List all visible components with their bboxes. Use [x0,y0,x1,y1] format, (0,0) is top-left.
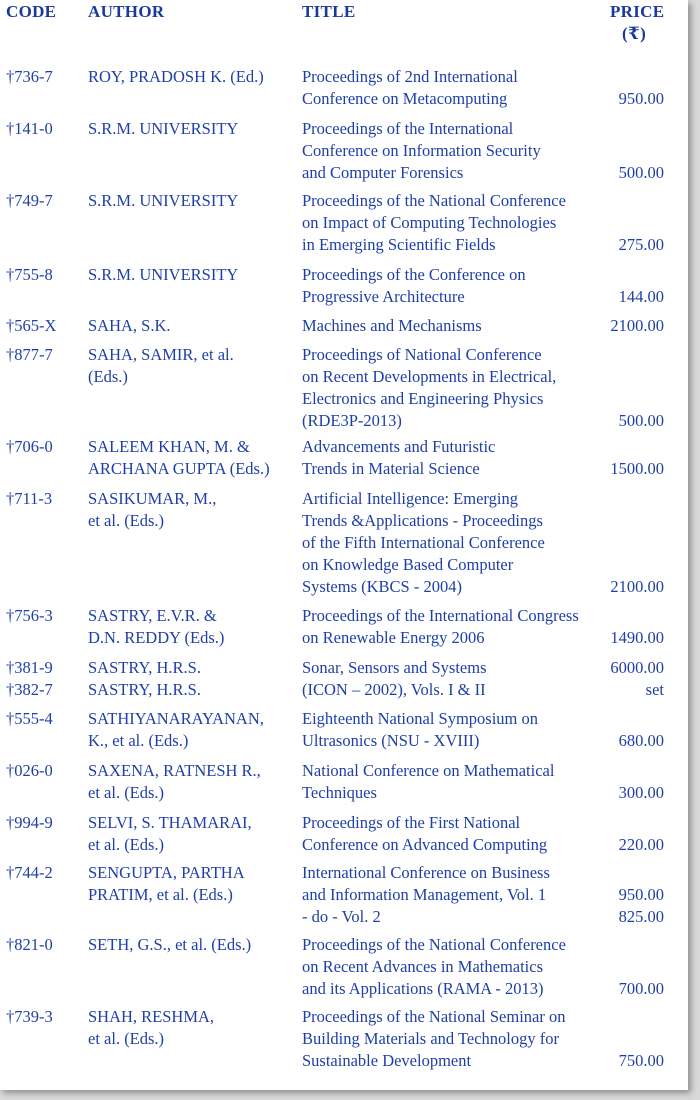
entry-author: SELVI, S. THAMARAI, [88,813,252,832]
entry-price: 750.00 [618,1051,664,1070]
entry-price: 220.00 [618,835,664,854]
entry-code: †739-3 [6,1007,53,1026]
entry-author: SAHA, S.K. [88,316,171,335]
entry-author: PRATIM, et al. (Eds.) [88,885,233,904]
entry-title: on Recent Developments in Electrical, [302,367,557,386]
entry-title: Proceedings of the National Seminar on [302,1007,566,1026]
entry-code: †711-3 [6,489,53,508]
entry-author: (Eds.) [88,367,128,386]
entry-code: †565-X [6,316,57,335]
entry-title: Electronics and Engineering Physics [302,389,544,408]
entry-price: 680.00 [618,731,664,750]
entry-price: 1500.00 [610,459,664,478]
entry-title: and Computer Forensics [302,163,464,182]
entry-author: et al. (Eds.) [88,511,165,530]
entry-title: Trends in Material Science [302,459,480,478]
entry-code: †994-9 [6,813,53,832]
entry-title: Sustainable Development [302,1051,472,1070]
entry-author: et al. (Eds.) [88,783,165,802]
entry-author: SASTRY, H.R.S. [88,658,201,677]
entry-title: Trends &Applications - Proceedings [302,511,543,530]
entry-author: SETH, G.S., et al. (Eds.) [88,935,252,954]
entry-author: SENGUPTA, PARTHA [88,863,245,882]
entry-title: Ultrasonics (NSU - XVIII) [302,731,480,750]
entry-title: Proceedings of the First National [302,813,521,832]
entry-code: †381-9 [6,658,53,677]
entry-author: SASTRY, E.V.R. & [88,606,217,625]
entry-price: 825.00 [618,907,664,926]
entry-title: (ICON – 2002), Vols. I & II [302,680,486,699]
entry-title: in Emerging Scientific Fields [302,235,496,254]
entry-title: and Information Management, Vol. 1 [302,885,547,904]
entry-title: International Conference on Business [302,863,550,882]
entry-title: on Recent Advances in Mathematics [302,957,544,976]
entry-title: Building Materials and Technology for [302,1029,559,1048]
entry-title: Proceedings of the Conference on [302,265,526,284]
entry-code: †026-0 [6,761,53,780]
entry-title: - do - Vol. 2 [302,907,381,926]
entry-author: SALEEM KHAN, M. & [88,437,250,456]
entry-title: on Renewable Energy 2006 [302,628,485,647]
entry-title: Proceedings of the National Conference [302,191,566,210]
entry-code: †555-4 [6,709,53,728]
entry-author: D.N. REDDY (Eds.) [88,628,225,647]
entry-price: 1490.00 [610,628,664,647]
entry-code: †736-7 [6,67,53,86]
entry-price: 950.00 [618,89,664,108]
entry-price: 700.00 [618,979,664,998]
entry-price: 2100.00 [610,316,664,335]
header-code: CODE [6,2,57,21]
entry-title: Techniques [302,783,377,802]
entry-price: 144.00 [618,287,664,306]
entry-author: ARCHANA GUPTA (Eds.) [88,459,270,478]
entry-author: S.R.M. UNIVERSITY [88,265,239,284]
entry-title: Artificial Intelligence: Emerging [302,489,518,508]
entry-title: National Conference on Mathematical [302,761,555,780]
entry-price: 6000.00 [610,658,664,677]
entry-code: †749-7 [6,191,53,210]
entry-title: and its Applications (RAMA - 2013) [302,979,544,998]
entry-price: 500.00 [618,163,664,182]
header-title: TITLE [302,2,356,21]
entry-code: †382-7 [6,680,53,699]
entry-title: Proceedings of 2nd International [302,67,518,86]
entry-title: Conference on Advanced Computing [302,835,548,854]
entry-title: Eighteenth National Symposium on [302,709,539,728]
entry-author: S.R.M. UNIVERSITY [88,191,239,210]
entry-author: et al. (Eds.) [88,1029,165,1048]
entry-title: Proceedings of National Conference [302,345,542,364]
entry-title: Proceedings of the International [302,119,514,138]
entry-title: (RDE3P-2013) [302,411,402,430]
entry-price: set [645,680,664,699]
entry-code: †141-0 [6,119,53,138]
entry-price: 2100.00 [610,577,664,596]
entry-author: et al. (Eds.) [88,835,165,854]
entry-title: Progressive Architecture [302,287,465,306]
entry-code: †755-8 [6,265,53,284]
entry-author: SAHA, SAMIR, et al. [88,345,234,364]
entry-title: Systems (KBCS - 2004) [302,577,462,596]
entry-title: of the Fifth International Conference [302,533,545,552]
header-author: AUTHOR [88,2,165,21]
entry-title: on Impact of Computing Technologies [302,213,557,232]
entry-code: †756-3 [6,606,53,625]
entry-title: Proceedings of the National Conference [302,935,566,954]
entry-price: 950.00 [618,885,664,904]
entry-title: Machines and Mechanisms [302,316,482,335]
entry-price: 500.00 [618,411,664,430]
header-price: PRICE [610,2,665,21]
entry-author: K., et al. (Eds.) [88,731,189,750]
entry-code: †877-7 [6,345,53,364]
entry-title: Advancements and Futuristic [302,437,496,456]
entry-code: †744-2 [6,863,53,882]
entry-author: SAXENA, RATNESH R., [88,761,261,780]
entry-title: Conference on Metacomputing [302,89,508,108]
entry-code: †706-0 [6,437,53,456]
entry-code: †821-0 [6,935,53,954]
entry-title: on Knowledge Based Computer [302,555,514,574]
entry-title: Conference on Information Security [302,141,541,160]
entry-author: SHAH, RESHMA, [88,1007,215,1026]
header-price-unit: (₹) [622,24,647,43]
entry-author: SATHIYANARAYANAN, [88,709,264,728]
entry-author: ROY, PRADOSH K. (Ed.) [88,67,264,86]
entry-price: 300.00 [618,783,664,802]
entry-title: Sonar, Sensors and Systems [302,658,487,677]
entry-title: Proceedings of the International Congress [302,606,579,625]
entry-price: 275.00 [618,235,664,254]
entry-author: SASTRY, H.R.S. [88,680,201,699]
entry-author: S.R.M. UNIVERSITY [88,119,239,138]
entry-author: SASIKUMAR, M., [88,489,217,508]
